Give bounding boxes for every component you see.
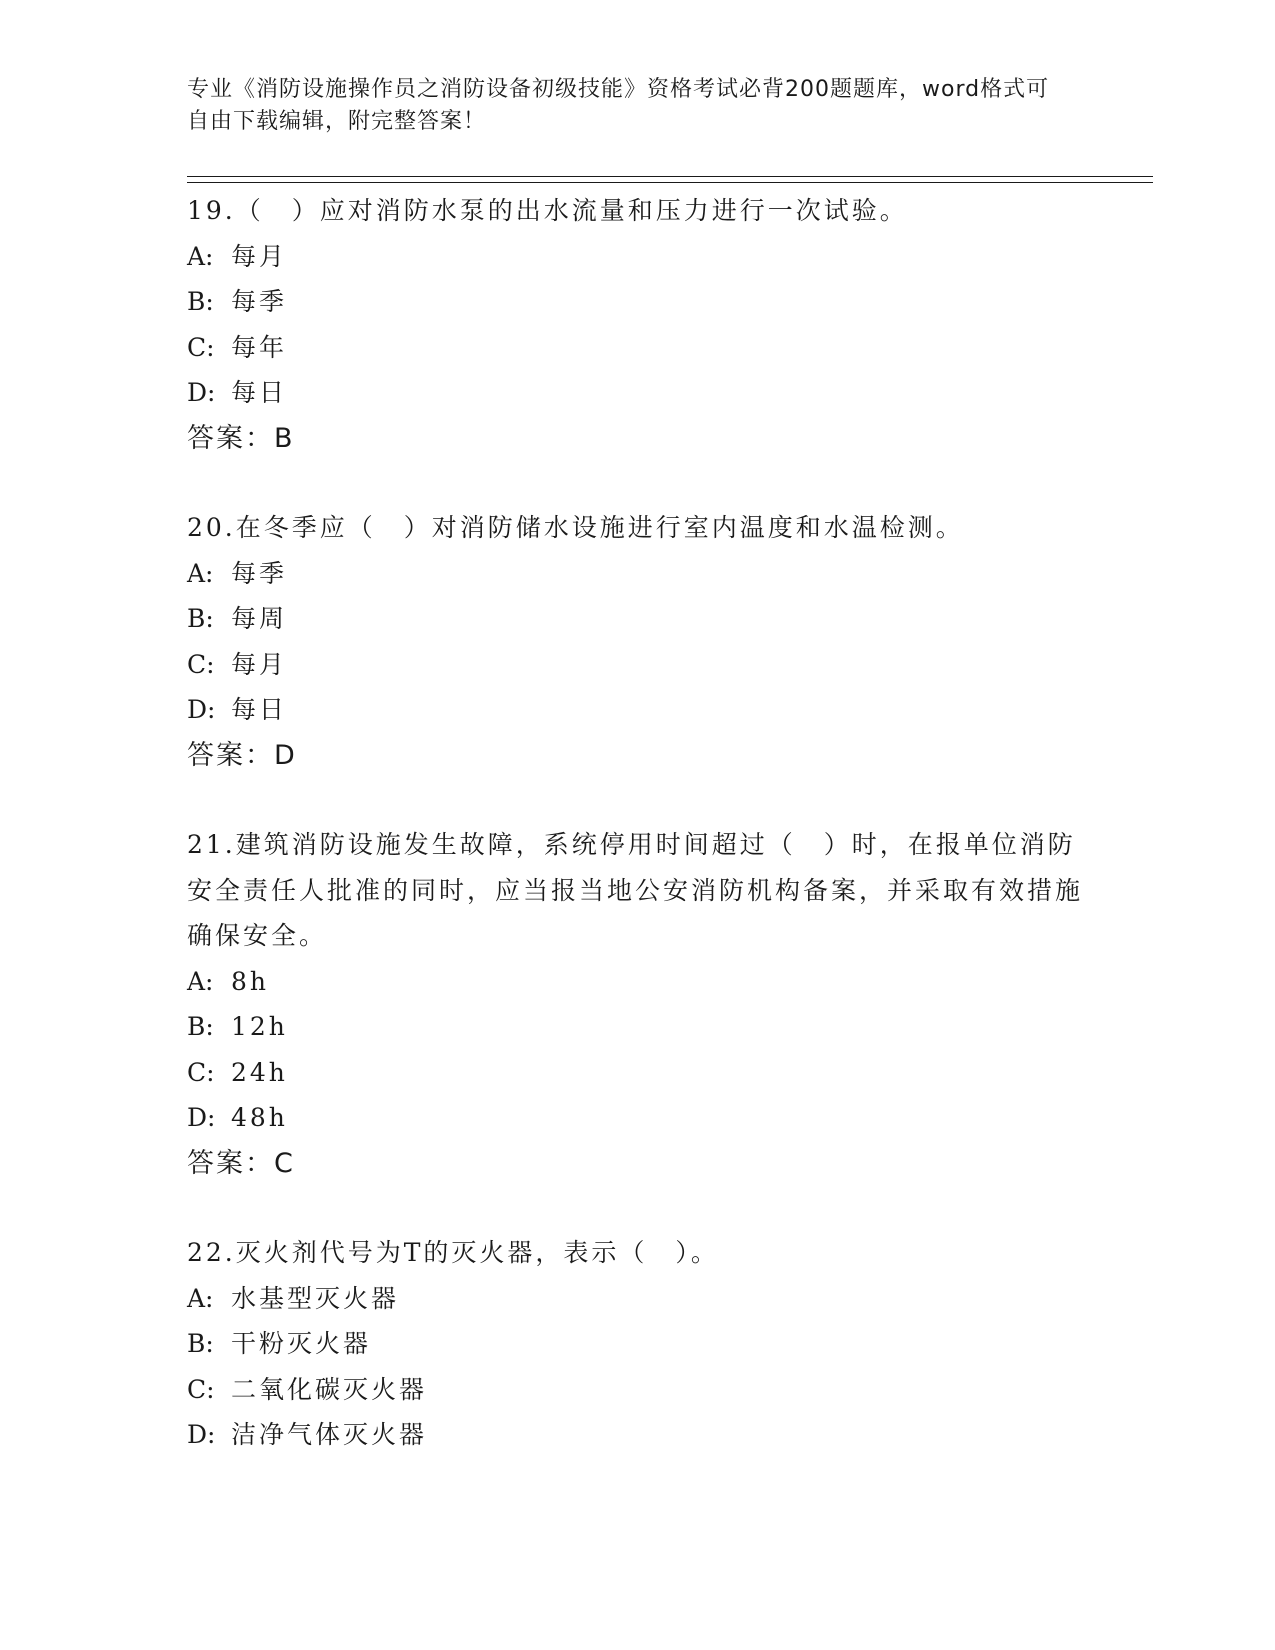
option-label: A: xyxy=(187,558,214,588)
document-header: 专业《消防设施操作员之消防设备初级技能》资格考试必背200题题库，word格式可自由下载编辑，附完整答案！ xyxy=(187,77,1050,134)
option-label: A: xyxy=(187,966,214,996)
answer-line: 答案：D xyxy=(187,739,297,771)
option-text: 每月 xyxy=(231,241,288,271)
option-text: 洁净气体灭火器 xyxy=(231,1420,428,1449)
option-label: C: xyxy=(187,332,215,362)
option-label: B: xyxy=(187,1329,214,1358)
option-d xyxy=(187,370,1087,416)
option-c xyxy=(187,1367,1087,1413)
option-text: 二氧化碳灭火器 xyxy=(231,1374,428,1404)
option-text: 水基型灭火器 xyxy=(231,1283,400,1313)
question-22 xyxy=(187,1230,1087,1458)
option-d xyxy=(187,687,1087,733)
option-text: 每周 xyxy=(231,604,288,633)
option-b xyxy=(187,279,1087,325)
question-list xyxy=(187,188,1087,1502)
option-text: 干粉灭火器 xyxy=(231,1329,372,1358)
answer-line: 答案：B xyxy=(187,422,295,454)
option-text: 48h xyxy=(231,1103,288,1132)
option-d xyxy=(187,1412,1087,1458)
option-c xyxy=(187,1050,1087,1096)
option-label: D: xyxy=(187,1103,216,1132)
option-b xyxy=(187,596,1087,642)
header-divider-top xyxy=(187,176,1153,177)
option-label: C: xyxy=(187,1057,215,1087)
option-label: A: xyxy=(187,1283,214,1313)
question-19 xyxy=(187,188,1087,461)
option-b xyxy=(187,1004,1087,1050)
option-a xyxy=(187,234,1087,280)
option-d xyxy=(187,1095,1087,1141)
option-text: 每季 xyxy=(231,558,288,588)
answer-line: 答案：C xyxy=(187,1147,295,1179)
option-c xyxy=(187,642,1087,688)
option-a xyxy=(187,959,1087,1005)
option-text: 24h xyxy=(231,1057,288,1087)
header-divider-bottom xyxy=(187,182,1153,183)
option-a xyxy=(187,1276,1087,1322)
option-label: D: xyxy=(187,1420,216,1449)
question-20 xyxy=(187,505,1087,778)
question-stem: 22.灭火剂代号为T的灭火器，表示（ ）。 xyxy=(187,1238,719,1267)
option-text: 每日 xyxy=(231,695,288,724)
question-stem: 20.在冬季应（ ）对消防储水设施进行室内温度和水温检测。 xyxy=(187,513,964,542)
option-text: 每月 xyxy=(231,649,288,679)
option-text: 8h xyxy=(231,966,270,996)
option-label: D: xyxy=(187,695,216,724)
question-stem: 19.（ ）应对消防水泵的出水流量和压力进行一次试验。 xyxy=(187,196,908,225)
option-label: A: xyxy=(187,241,214,271)
question-21 xyxy=(187,822,1087,1186)
question-stem: 21.建筑消防设施发生故障，系统停用时间超过（ ）时，在报单位消防安全责任人批准的同时，应当报当地公安消防机构备案，并采取有效措施确保安全。 xyxy=(187,830,1084,950)
option-text: 每年 xyxy=(231,332,288,362)
option-c xyxy=(187,325,1087,371)
option-label: C: xyxy=(187,649,215,679)
option-label: D: xyxy=(187,378,216,407)
option-label: B: xyxy=(187,287,214,316)
option-label: B: xyxy=(187,604,214,633)
option-b xyxy=(187,1321,1087,1367)
option-text: 12h xyxy=(231,1012,288,1041)
option-a xyxy=(187,551,1087,597)
option-text: 每季 xyxy=(231,287,288,316)
option-text: 每日 xyxy=(231,378,288,407)
option-label: B: xyxy=(187,1012,214,1041)
option-label: C: xyxy=(187,1374,215,1404)
